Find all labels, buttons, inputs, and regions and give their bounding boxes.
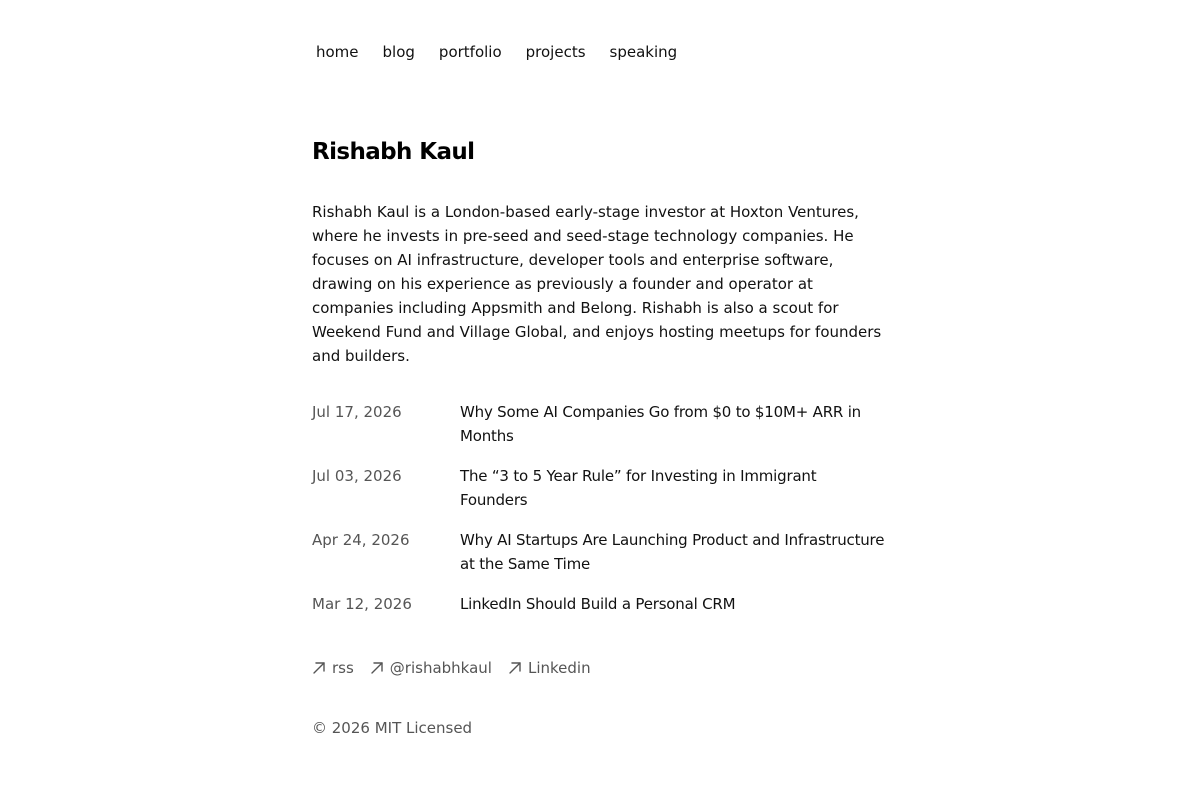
post-link[interactable]: Why AI Startups Are Launching Product and Infrastructure at the Same Time	[460, 531, 885, 573]
rss-link-label: rss	[332, 659, 354, 677]
page-title: Rishabh Kaul	[312, 139, 475, 165]
copyright-text: © 2026 MIT Licensed	[312, 719, 473, 737]
list-item	[312, 528, 888, 576]
list-item	[312, 592, 888, 616]
post-link[interactable]: The “3 to 5 Year Rule” for Investing in Immigrant Founders	[460, 467, 817, 509]
nav-item-projects[interactable]: projects	[525, 43, 586, 61]
linkedin-link[interactable]	[508, 656, 591, 680]
post-date: Apr 24, 2026	[312, 531, 410, 549]
arrow-up-right-icon	[508, 661, 522, 675]
arrow-up-right-icon	[370, 661, 384, 675]
linkedin-link-label: Linkedin	[527, 659, 591, 677]
nav-item-home[interactable]: home	[316, 43, 359, 61]
list-item	[312, 400, 888, 448]
nav-item-portfolio[interactable]: portfolio	[438, 43, 502, 61]
post-date: Jul 03, 2026	[312, 467, 402, 485]
post-date: Mar 12, 2026	[312, 595, 412, 613]
twitter-link[interactable]	[370, 656, 492, 680]
twitter-link-label: @rishabhkaul	[389, 659, 492, 677]
arrow-up-right-icon	[312, 661, 326, 675]
nav-item-blog[interactable]: blog	[382, 43, 415, 61]
list-item	[312, 464, 888, 512]
top-nav	[316, 40, 677, 64]
post-list	[312, 400, 888, 632]
post-link[interactable]: LinkedIn Should Build a Personal CRM	[460, 595, 736, 613]
rss-link[interactable]	[312, 656, 354, 680]
post-date: Jul 17, 2026	[312, 403, 402, 421]
bio-paragraph: Rishabh Kaul is a London-based early-stage investor at Hoxton Ventures, where he invests in pre-seed and seed-stage technology companies. He focuses on AI infrastructure, developer tools and enterprise software, drawing on his experience as previously a founder and operator at companies including Appsmith and Belong. Rishabh is also a scout for Weekend Fund and Village Global, and enjoys hosting meetups for founders and builders.	[312, 203, 882, 365]
social-links	[312, 656, 591, 680]
post-link[interactable]: Why Some AI Companies Go from $0 to $10M+ ARR in Months	[460, 403, 861, 445]
nav-item-speaking[interactable]: speaking	[609, 43, 678, 61]
